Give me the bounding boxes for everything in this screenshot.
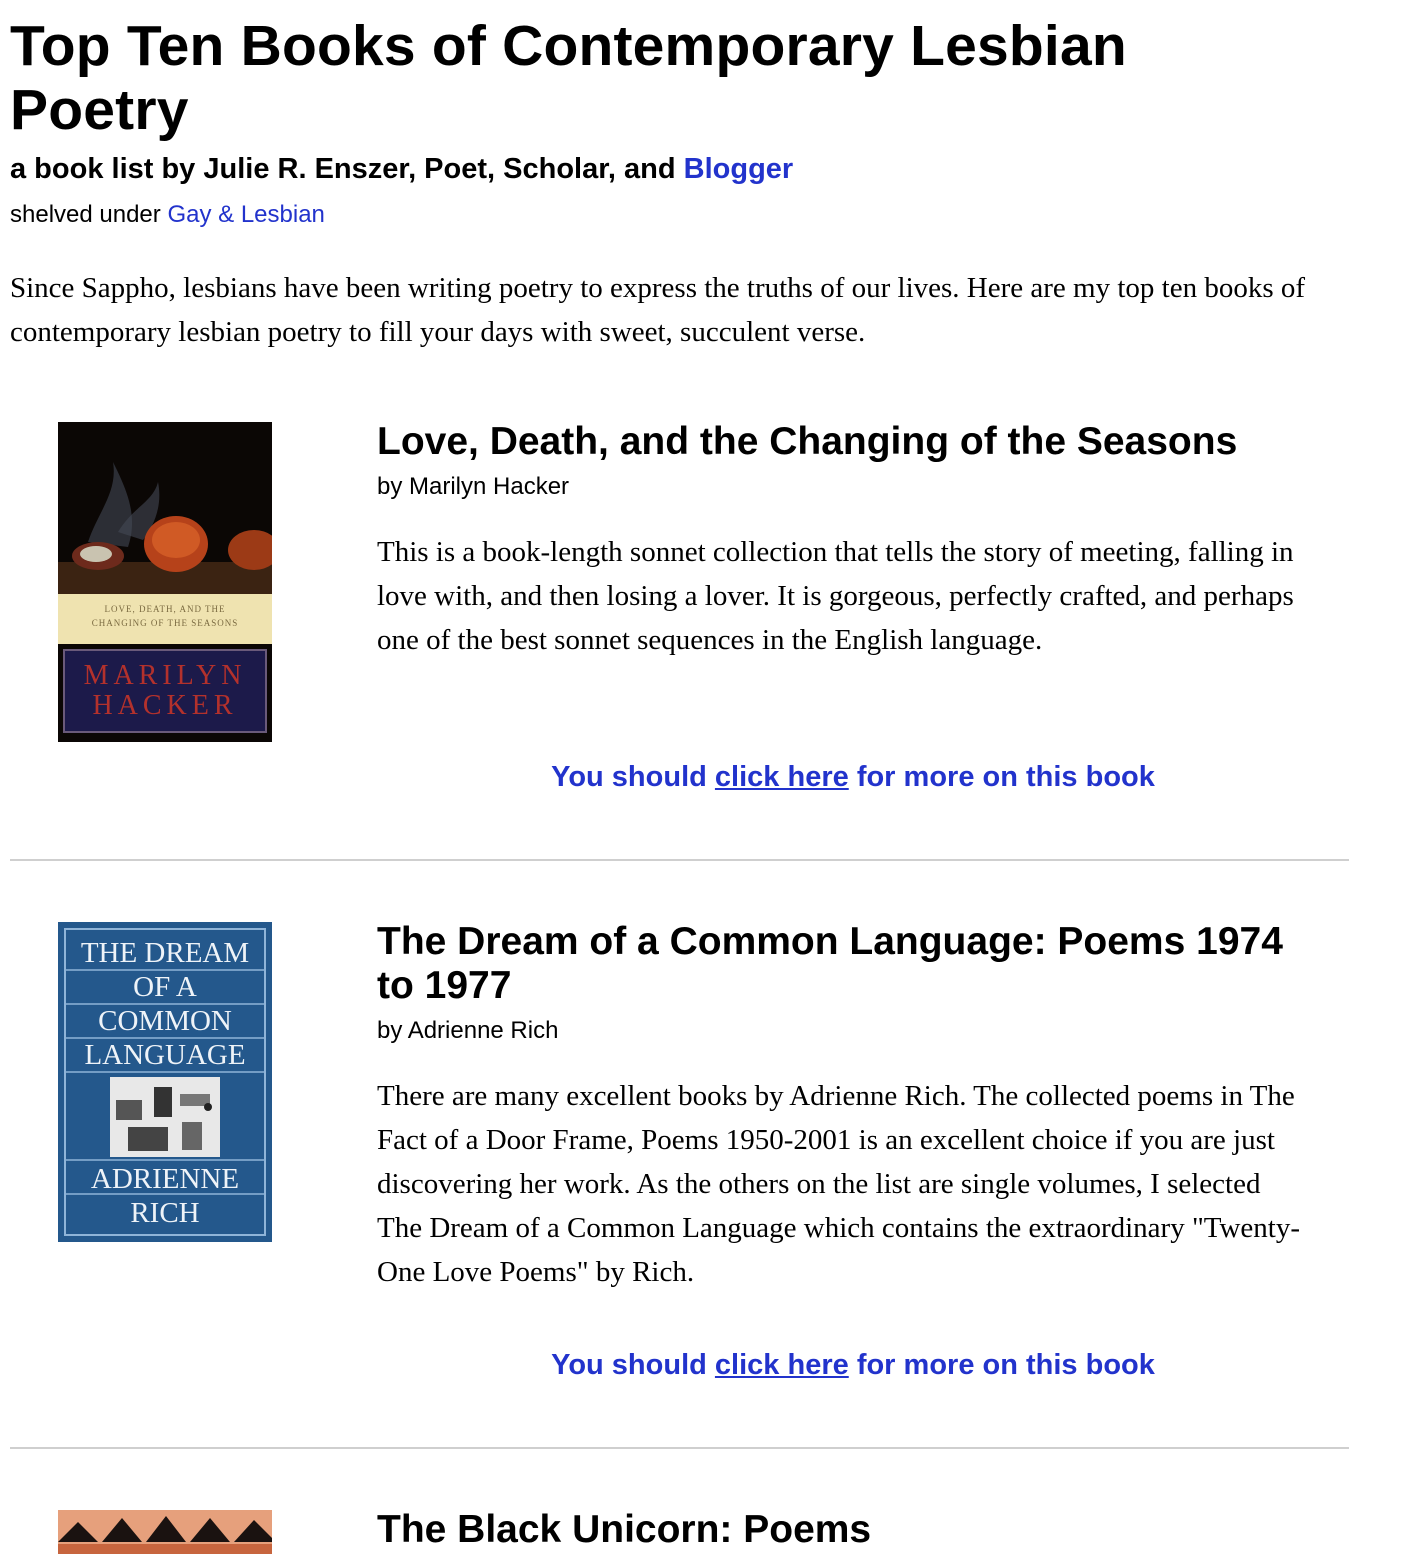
book-author: by Adrienne Rich: [377, 1017, 559, 1044]
svg-text:RICH: RICH: [130, 1197, 200, 1229]
divider: [10, 859, 1349, 861]
more-info-line: [377, 1348, 1329, 1382]
divider: [10, 1447, 1349, 1449]
book-author: by Marilyn Hacker: [377, 473, 570, 500]
book-description: This is a book-length sonnet collection that tells the story of meeting, falling in love with, and then losing a lover. It is gorgeous, perfectly crafted, and perhaps one of the best sonnet sequences in the English language.: [377, 536, 1294, 656]
book-cover-image: [58, 1510, 272, 1554]
more-prefix: You should: [551, 1349, 707, 1381]
svg-text:OF A: OF A: [133, 971, 197, 1003]
more-suffix: for more on this book: [856, 761, 1155, 793]
book-cover-image: [58, 922, 272, 1242]
category-link-gay-lesbian[interactable]: Gay & Lesbian: [167, 201, 325, 228]
blogger-link[interactable]: Blogger: [683, 153, 794, 185]
svg-text:COMMON: COMMON: [98, 1005, 232, 1037]
shelved-under: [10, 200, 325, 230]
book-cover-black-unicorn[interactable]: [58, 1510, 272, 1554]
book-title[interactable]: The Dream of a Common Language: Poems 1974 to 1977: [377, 920, 1283, 1007]
page-title: Top Ten Books of Contemporary Lesbian Poetry: [10, 14, 1127, 142]
svg-text:MARILYN: MARILYN: [83, 660, 247, 691]
book-cover-image: [58, 422, 272, 742]
book-cover-dream-common-language[interactable]: [58, 922, 272, 1242]
more-suffix: for more on this book: [856, 1349, 1155, 1381]
svg-text:LOVE, DEATH, AND THE: LOVE, DEATH, AND THE: [104, 604, 226, 614]
intro-text: Since Sappho, lesbians have been writing poetry to express the truths of our lives. Here are my top ten books of contemporary lesbian poetry to fill your days with sweet, succulent verse.: [10, 272, 1306, 348]
svg-text:LANGUAGE: LANGUAGE: [84, 1039, 246, 1071]
svg-text:CHANGING OF THE SEASONS: CHANGING OF THE SEASONS: [91, 618, 239, 628]
click-here-link[interactable]: click here: [714, 1349, 849, 1381]
byline: [10, 152, 793, 186]
shelved-label: shelved under: [10, 201, 161, 228]
svg-text:THE DREAM: THE DREAM: [80, 937, 250, 969]
click-here-link[interactable]: click here: [714, 761, 849, 793]
svg-text:HACKER: HACKER: [92, 690, 238, 721]
book-cover-love-death[interactable]: [58, 422, 272, 742]
more-info-line: [377, 760, 1329, 794]
byline-text: a book list by Julie R. Enszer, Poet, Scholar, and: [10, 153, 676, 185]
book-title[interactable]: Love, Death, and the Changing of the Seasons: [377, 420, 1238, 463]
more-prefix: You should: [551, 761, 707, 793]
book-description: There are many excellent books by Adrienne Rich. The collected poems in The Fact of a Door Frame, Poems 1950-2001 is an excellent choice if you are just discovering her work. As the others on the list are single volumes, I selected The Dream of a Common Language which contains the extraordinary "Twenty-One Love Poems" by Rich.: [377, 1080, 1301, 1288]
svg-text:ADRIENNE: ADRIENNE: [90, 1163, 240, 1195]
book-title[interactable]: The Black Unicorn: Poems: [377, 1508, 872, 1551]
